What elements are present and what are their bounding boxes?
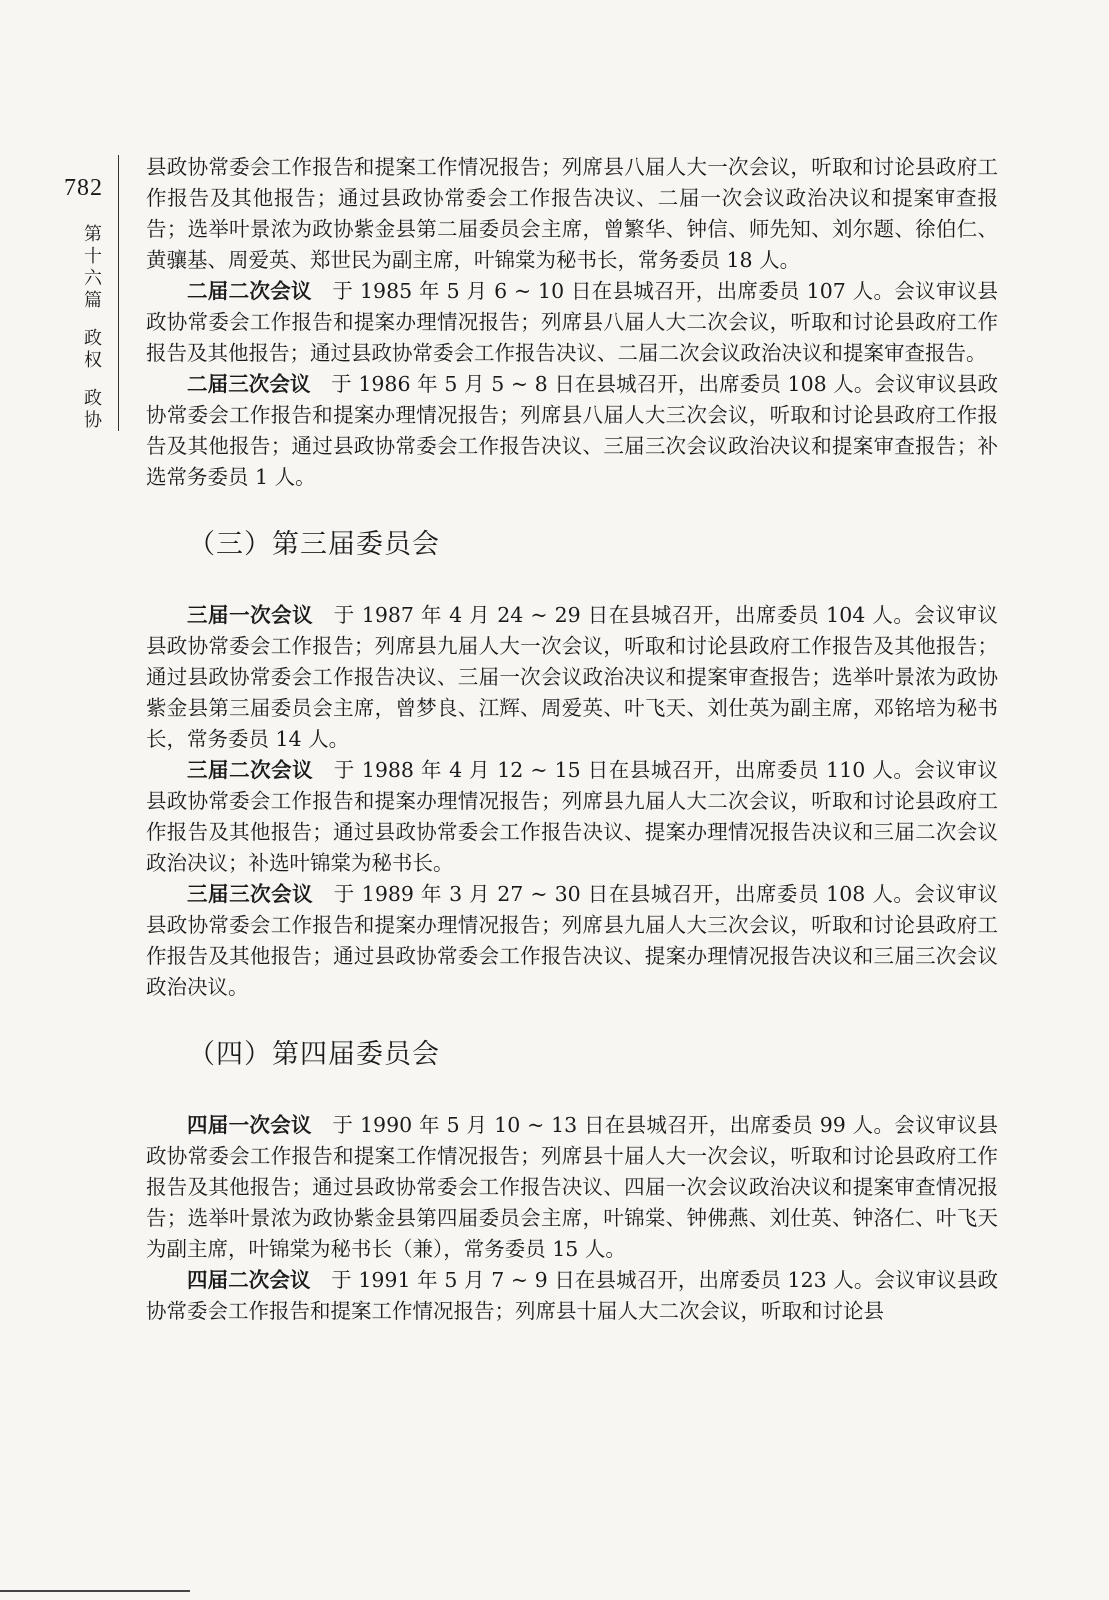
meeting-heading: 四届二次会议 (187, 1268, 311, 1292)
bottom-rule (0, 1590, 190, 1592)
running-head-char: 协 (84, 410, 102, 431)
meeting-heading: 二届二次会议 (187, 279, 312, 303)
paragraph-text: 于 1989 年 3 月 27 ~ 30 日在县城召开，出席委员 108 人。会议审议县政协常委会工作报告和提案办理情况报告；列席县九届人大三次会议，听取和讨论县政府工作报告及其他报告；通过县政协常委会工作报告决议、提案办理情况报告决议和三届三次会议政治决议。 (146, 882, 999, 999)
paragraph (146, 152, 998, 276)
body-text (146, 152, 998, 1327)
paragraph-text: 县政协常委会工作报告和提案工作情况报告；列席县八届人大一次会议，听取和讨论县政府工作报告及其他报告；通过县政协常委会工作报告决议、二届一次会议政治决议和提案审查报告；选举叶景浓为政协紫金县第二届委员会主席，曾繁华、钟信、师先知、刘尔题、徐伯仁、黄骧基、周爱英、郑世民为副主席，叶锦棠为秘书长，常务委员 18 人。 (146, 155, 998, 272)
running-head (80, 224, 106, 432)
paragraph-text: 于 1986 年 5 月 5 ~ 8 日在县城召开，出席委员 108 人。会议审议县政协常委会工作报告和提案办理情况报告；列席县八届人大三次会议，听取和讨论县政府工作报告及其他报告；通过县政协常委会工作报告决议、三届三次会议政治决议和提案审查报告；补选常务委员 1 人。 (146, 372, 998, 489)
page-number: 782 (64, 175, 103, 201)
paragraph (146, 1265, 998, 1327)
meeting-heading: 三届一次会议 (187, 603, 314, 627)
running-head-char: 政 (84, 388, 102, 409)
paragraph (146, 1110, 998, 1265)
margin-rule (118, 155, 119, 431)
paragraph (146, 276, 998, 369)
running-head-char: 六 (84, 268, 102, 289)
paragraph-text: 于 1988 年 4 月 12 ~ 15 日在县城召开，出席委员 110 人。会议审议县政协常委会工作报告和提案办理情况报告；列席县九届人大二次会议，听取和讨论县政府工作报告及其他报告；通过县政协常委会工作报告决议、提案办理情况报告决议和三届二次会议政治决议；补选叶锦棠为秘书长。 (146, 758, 999, 875)
meeting-heading: 四届一次会议 (187, 1113, 312, 1137)
paragraph-text: 于 1990 年 5 月 10 ~ 13 日在县城召开，出席委员 99 人。会议审议县政协常委会工作报告和提案工作情况报告；列席县十届人大一次会议，听取和讨论县政府工作报告及其他报告；通过县政协常委会工作报告决议、四届一次会议政治决议和提案审查情况报告；选举叶景浓为政协紫金县第四届委员会主席，叶锦棠、钟佛燕、刘仕英、钟洛仁、叶飞天为副主席，叶锦棠为秘书长（兼），常务委员 15 人。 (146, 1113, 999, 1261)
meeting-heading: 二届三次会议 (187, 372, 311, 396)
running-head-char: 第 (84, 224, 102, 245)
paragraph (146, 369, 998, 493)
section-title: （四）第四届委员会 (188, 1039, 440, 1070)
paragraph-text: 于 1991 年 5 月 7 ~ 9 日在县城召开，出席委员 123 人。会议审议县政协常委会工作报告和提案工作情况报告；列席县十届人大二次会议，听取和讨论县 (146, 1268, 998, 1323)
paragraph-text: 于 1987 年 4 月 24 ~ 29 日在县城召开，出席委员 104 人。会议审议县政协常委会工作报告；列席县九届人大一次会议，听取和讨论县政府工作报告及其他报告；通过县政协常委会工作报告决议、三届一次会议政治决议和提案审查报告；选举叶景浓为政协紫金县第三届委员会主席，曾梦良、江辉、周爱英、叶飞天、刘仕英为副主席，邓铭培为秘书长，常务委员 14 人。 (146, 603, 999, 751)
paragraph (146, 879, 998, 1003)
section-title: （三）第三届委员会 (188, 529, 440, 560)
running-head-char: 政 (84, 328, 102, 349)
paragraph (146, 600, 998, 755)
running-head-char: 权 (84, 350, 102, 371)
running-head-char: 十 (84, 246, 102, 267)
meeting-heading: 三届二次会议 (187, 758, 314, 782)
meeting-heading: 三届三次会议 (187, 882, 314, 906)
running-head-char: 篇 (84, 290, 102, 311)
paragraph-text: 于 1985 年 5 月 6 ~ 10 日在县城召开，出席委员 107 人。会议审议县政协常委会工作报告和提案办理情况报告；列席县八届人大二次会议，听取和讨论县政府工作报告及其他报告；通过县政协常委会工作报告决议、二届二次会议政治决议和提案审查报告。 (146, 279, 999, 365)
paragraph (146, 755, 998, 879)
